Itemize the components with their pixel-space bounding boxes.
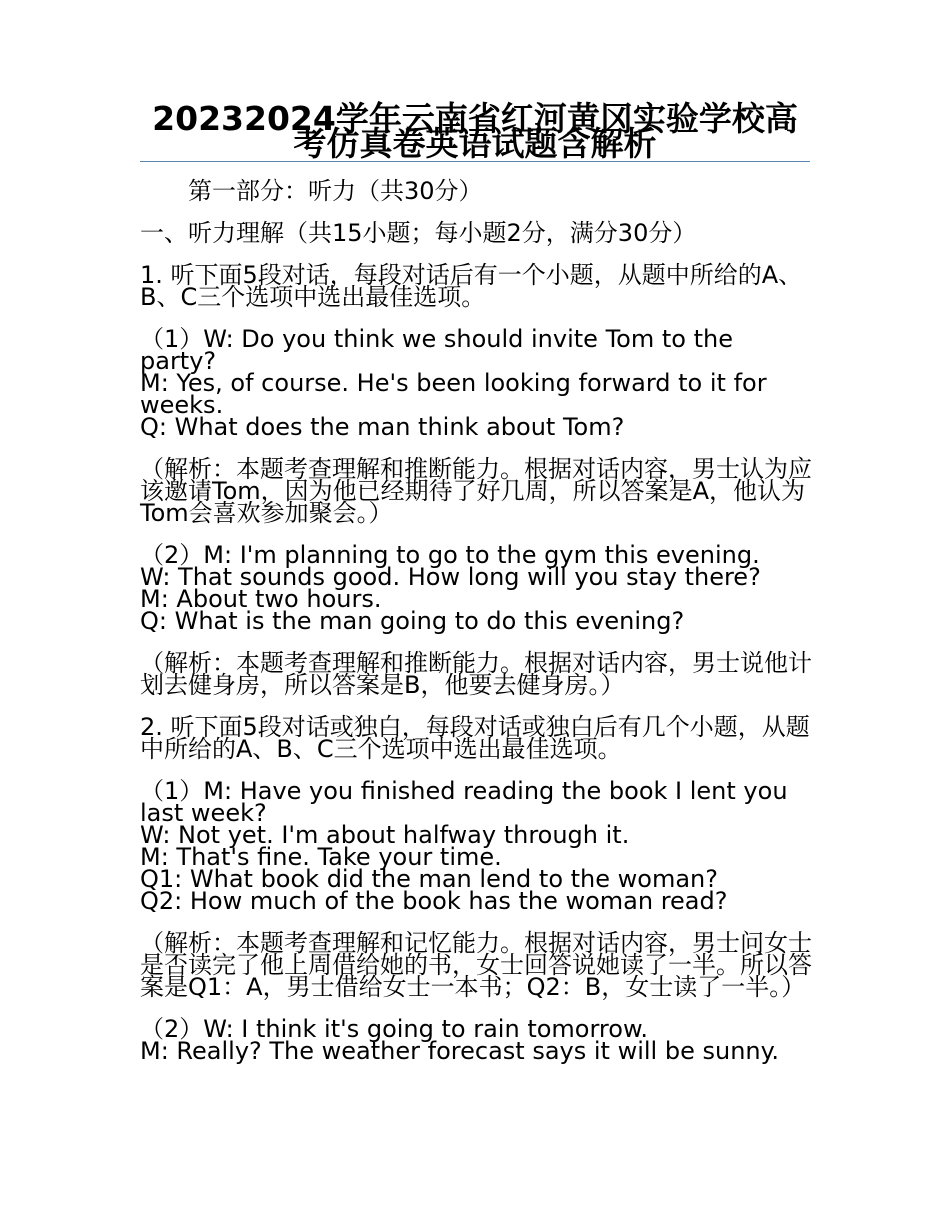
text-line: W: Not yet. I'm about halfway through it. — [140, 821, 630, 849]
text-line: M: Really? The weather forecast says it will be sunny. — [140, 1037, 780, 1065]
text-line: Q: What does the man think about Tom? — [140, 413, 625, 441]
document-title: 20232024学年云南省红河黄冈实验学校高考仿真卷英语试题含解析 — [152, 99, 798, 163]
text-line: 2. 听下面5段对话或独白，每段对话或独白后有几个小题，从题中所给的A、B、C三个选项中选出最佳选项。 — [140, 713, 810, 763]
title-underline — [140, 161, 810, 162]
paragraph — [140, 219, 812, 247]
text-line: （1）M: Have you finished reading the book I lent you last week? — [140, 777, 796, 827]
text-line: （解析：本题考查理解和推断能力。根据对话内容，男士说他计划去健身房，所以答案是B，他要去健身房。） — [140, 649, 812, 699]
document-body — [140, 177, 812, 1082]
paragraph — [140, 1015, 812, 1065]
text-line: M: That's fine. Take your time. — [140, 843, 502, 871]
text-line: W: That sounds good. How long will you stay there? — [140, 563, 761, 591]
text-line: （解析：本题考查理解和推断能力。根据对话内容，男士认为应该邀请Tom，因为他已经期待了好几周，所以答案是A，他认为Tom会喜欢参加聚会。） — [140, 455, 812, 527]
paragraph — [140, 649, 812, 699]
paragraph — [140, 325, 812, 441]
text-line: （2）M: I'm planning to go to the gym this evening. — [140, 541, 760, 569]
text-line: 一、听力理解（共15小题；每小题2分，满分30分） — [140, 219, 697, 247]
text-line: 1. 听下面5段对话，每段对话后有一个小题，从题中所给的A、B、C三个选项中选出最佳选项。 — [140, 261, 803, 311]
text-line: （解析：本题考查理解和记忆能力。根据对话内容，男士问女士是否读完了他上周借给她的书，女士回答说她读了一半。所以答案是Q1：A，男士借给女士一本书；Q2：B，女士读了一半。） — [140, 929, 812, 1001]
text-line: Q: What is the man going to do this evening? — [140, 607, 685, 635]
text-line: M: Yes, of course. He's been looking forward to it for weeks. — [140, 369, 775, 419]
text-line: 第一部分：听力（共30分） — [188, 177, 483, 205]
paragraph — [140, 929, 812, 1001]
paragraph — [140, 261, 812, 311]
paragraph — [140, 777, 812, 915]
text-line: （1）W: Do you think we should invite Tom to the party? — [140, 325, 741, 375]
paragraph — [140, 455, 812, 527]
text-line: Q1: What book did the man lend to the woman? — [140, 865, 718, 893]
paragraph — [140, 177, 812, 205]
text-line: Q2: How much of the book has the woman read? — [140, 887, 728, 915]
paragraph — [140, 541, 812, 635]
text-line: （2）W: I think it's going to rain tomorrow. — [140, 1015, 648, 1043]
text-line: M: About two hours. — [140, 585, 382, 613]
paragraph — [140, 713, 812, 763]
